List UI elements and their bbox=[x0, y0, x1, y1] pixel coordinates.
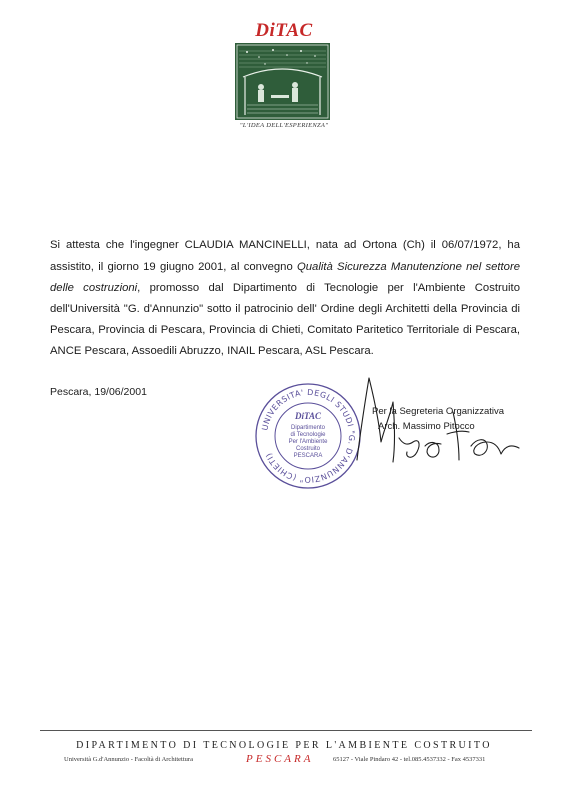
ditac-logo-image bbox=[235, 43, 330, 120]
stamp-ring-text: UNIVERSITA' DEGLI STUDI "G. D'ANNUNZIO" (CHIETI) bbox=[260, 387, 357, 485]
certificate-text-part2: , promosso dal Dipartimento di Tecnologie per l'Ambiente Costruito dell'Università "G. d'Annunzio" sotto il patrocinio dell' Ordine degli Architetti della Provincia di Pescara, Provincia di Pescara, Provincia di Chieti, Comitato Paritetico Territoriale di Pescara, ANCE Pescara, Assoedili Abruzzo, INAIL Pescara, ASL Pescara. bbox=[50, 281, 520, 358]
signatory-role: Per la Segreteria Organizzativa bbox=[372, 406, 505, 417]
stamp-line-4: Costruito bbox=[295, 446, 321, 452]
stamp-line-2: di Tecnologie bbox=[290, 432, 326, 438]
logo-motto: "L'IDEA DELL'ESPERIENZA" bbox=[239, 122, 329, 129]
footer-city: PESCARA bbox=[246, 753, 314, 765]
place-date: Pescara, 19/06/2001 bbox=[50, 386, 147, 398]
signatory-name: Arch. Massimo Pitocco bbox=[378, 421, 475, 432]
certificate-text-part1: Si attesta che l'ingegner CLAUDIA MANCINELLI, nata ad Ortona (Ch) il 06/07/1972, ha assistito, il giorno 19 giugno 2001, al convegno bbox=[50, 239, 520, 273]
certificate-body bbox=[50, 235, 520, 362]
footer-address: 65127 - Viale Pindaro 42 - tel.085.4537332 - Fax 4537331 bbox=[333, 756, 486, 763]
event-title: Qualità Sicurezza Manutenzione nel settore delle costruzioni bbox=[50, 260, 520, 294]
stamp-title: DiTAC bbox=[294, 411, 322, 421]
footer-divider bbox=[40, 730, 532, 731]
stamp-line-1: Dipartimento bbox=[290, 425, 326, 431]
footer-department: DIPARTIMENTO DI TECNOLOGIE PER L'AMBIENTE COSTRUITO bbox=[76, 740, 492, 751]
logo-title: DiTAC bbox=[255, 20, 313, 41]
stamp-line-3: Per l'Ambiente bbox=[288, 439, 328, 445]
footer-university: Università G.d'Annunzio - Facoltà di Architettura bbox=[64, 756, 193, 763]
stamp-line-5: PESCARA bbox=[293, 453, 323, 459]
